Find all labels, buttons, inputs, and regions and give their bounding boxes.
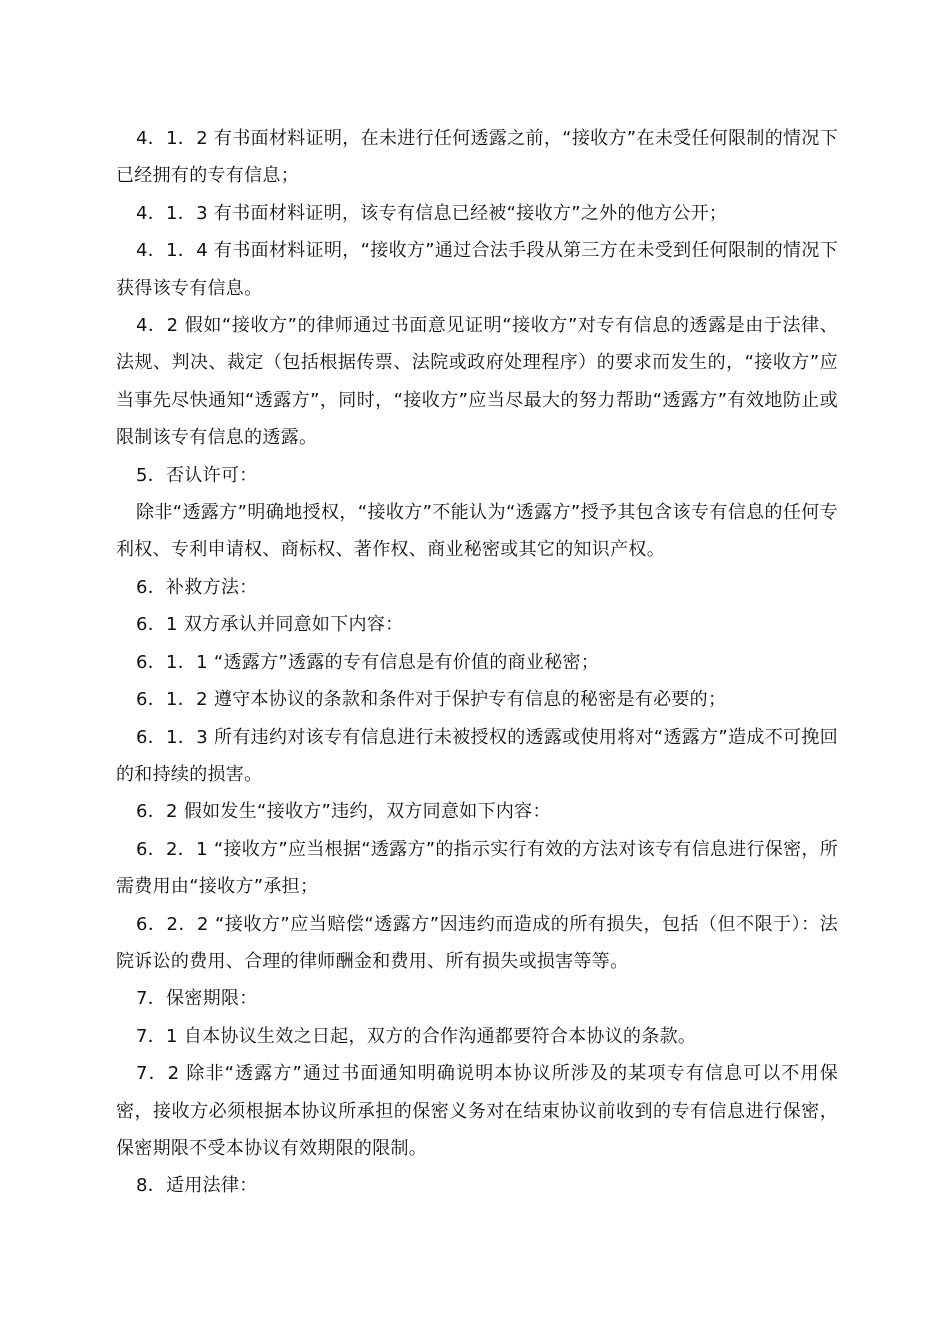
document-body <box>116 120 838 1205</box>
section-7-heading: 7．保密期限： <box>136 988 258 1010</box>
clause-7-2: 7．2 除非“透露方”通过书面通知明确说明本协议所涉及的某项专有信息可以不用保密，接收方必须根据本协议所承担的保密义务对在结束协议前收到的专有信息进行保密，保密期限不受本协议有效期限的限制。 <box>116 1063 838 1159</box>
clause-6-2-1: 6．2．1 “接收方”应当根据“透露方”的指示实行有效的方法对该专有信息进行保密，所需费用由“接收方”承担； <box>116 838 838 898</box>
clause-6-1-2: 6．1．2 遵守本协议的条款和条件对于保护专有信息的秘密是有必要的； <box>136 689 727 711</box>
section-5-heading: 5．否认许可： <box>136 464 258 486</box>
clause-7-1: 7．1 自本协议生效之日起，双方的合作沟通都要符合本协议的条款。 <box>136 1025 697 1047</box>
clause-6-1-1: 6．1．1 “透露方”透露的专有信息是有价值的商业秘密； <box>136 651 600 673</box>
clause-6-1: 6．1 双方承认并同意如下内容： <box>136 614 404 636</box>
clause-4-1-4: 4．1．4 有书面材料证明，“接收方”通过合法手段从第三方在未受到任何限制的情况下获得该专有信息。 <box>116 240 838 299</box>
section-8-heading: 8．适用法律： <box>136 1175 258 1197</box>
clause-6-1-3: 6．1．3 所有违约对该专有信息进行未被授权的透露或使用将对“透露方”造成不可挽回的和持续的损害。 <box>116 726 838 785</box>
clause-4-2: 4．2 假如“接收方”的律师通过书面意见证明“接收方”对专有信息的透露是由于法律、法规、判决、裁定（包括根据传票、法院或政府处理程序）的要求而发生的，“接收方”应当事先尽快通知“透露方”，同时，“接收方”应当尽最大的努力帮助“透露方”有效地防止或限制该专有信息的透露。 <box>116 315 838 449</box>
clause-6-2-2: 6．2．2 “接收方”应当赔偿“透露方”因违约而造成的所有损失，包括（但不限于）：法院诉讼的费用、合理的律师酬金和费用、所有损失或损害等等。 <box>116 913 838 972</box>
clause-6-2: 6．2 假如发生“接收方”违约，双方同意如下内容： <box>136 801 551 823</box>
clause-4-1-2: 4．1．2 有书面材料证明，在未进行任何透露之前，“接收方”在未受任何限制的情况下已经拥有的专有信息； <box>116 128 838 187</box>
clause-4-1-3: 4．1．3 有书面材料证明，该专有信息已经被“接收方”之外的他方公开； <box>136 202 728 224</box>
section-5-body: 除非“透露方”明确地授权，“接收方”不能认为“透露方”授予其包含该专有信息的任何专利权、专利申请权、商标权、著作权、商业秘密或其它的知识产权。 <box>116 502 838 561</box>
section-6-heading: 6．补救方法： <box>136 576 258 598</box>
